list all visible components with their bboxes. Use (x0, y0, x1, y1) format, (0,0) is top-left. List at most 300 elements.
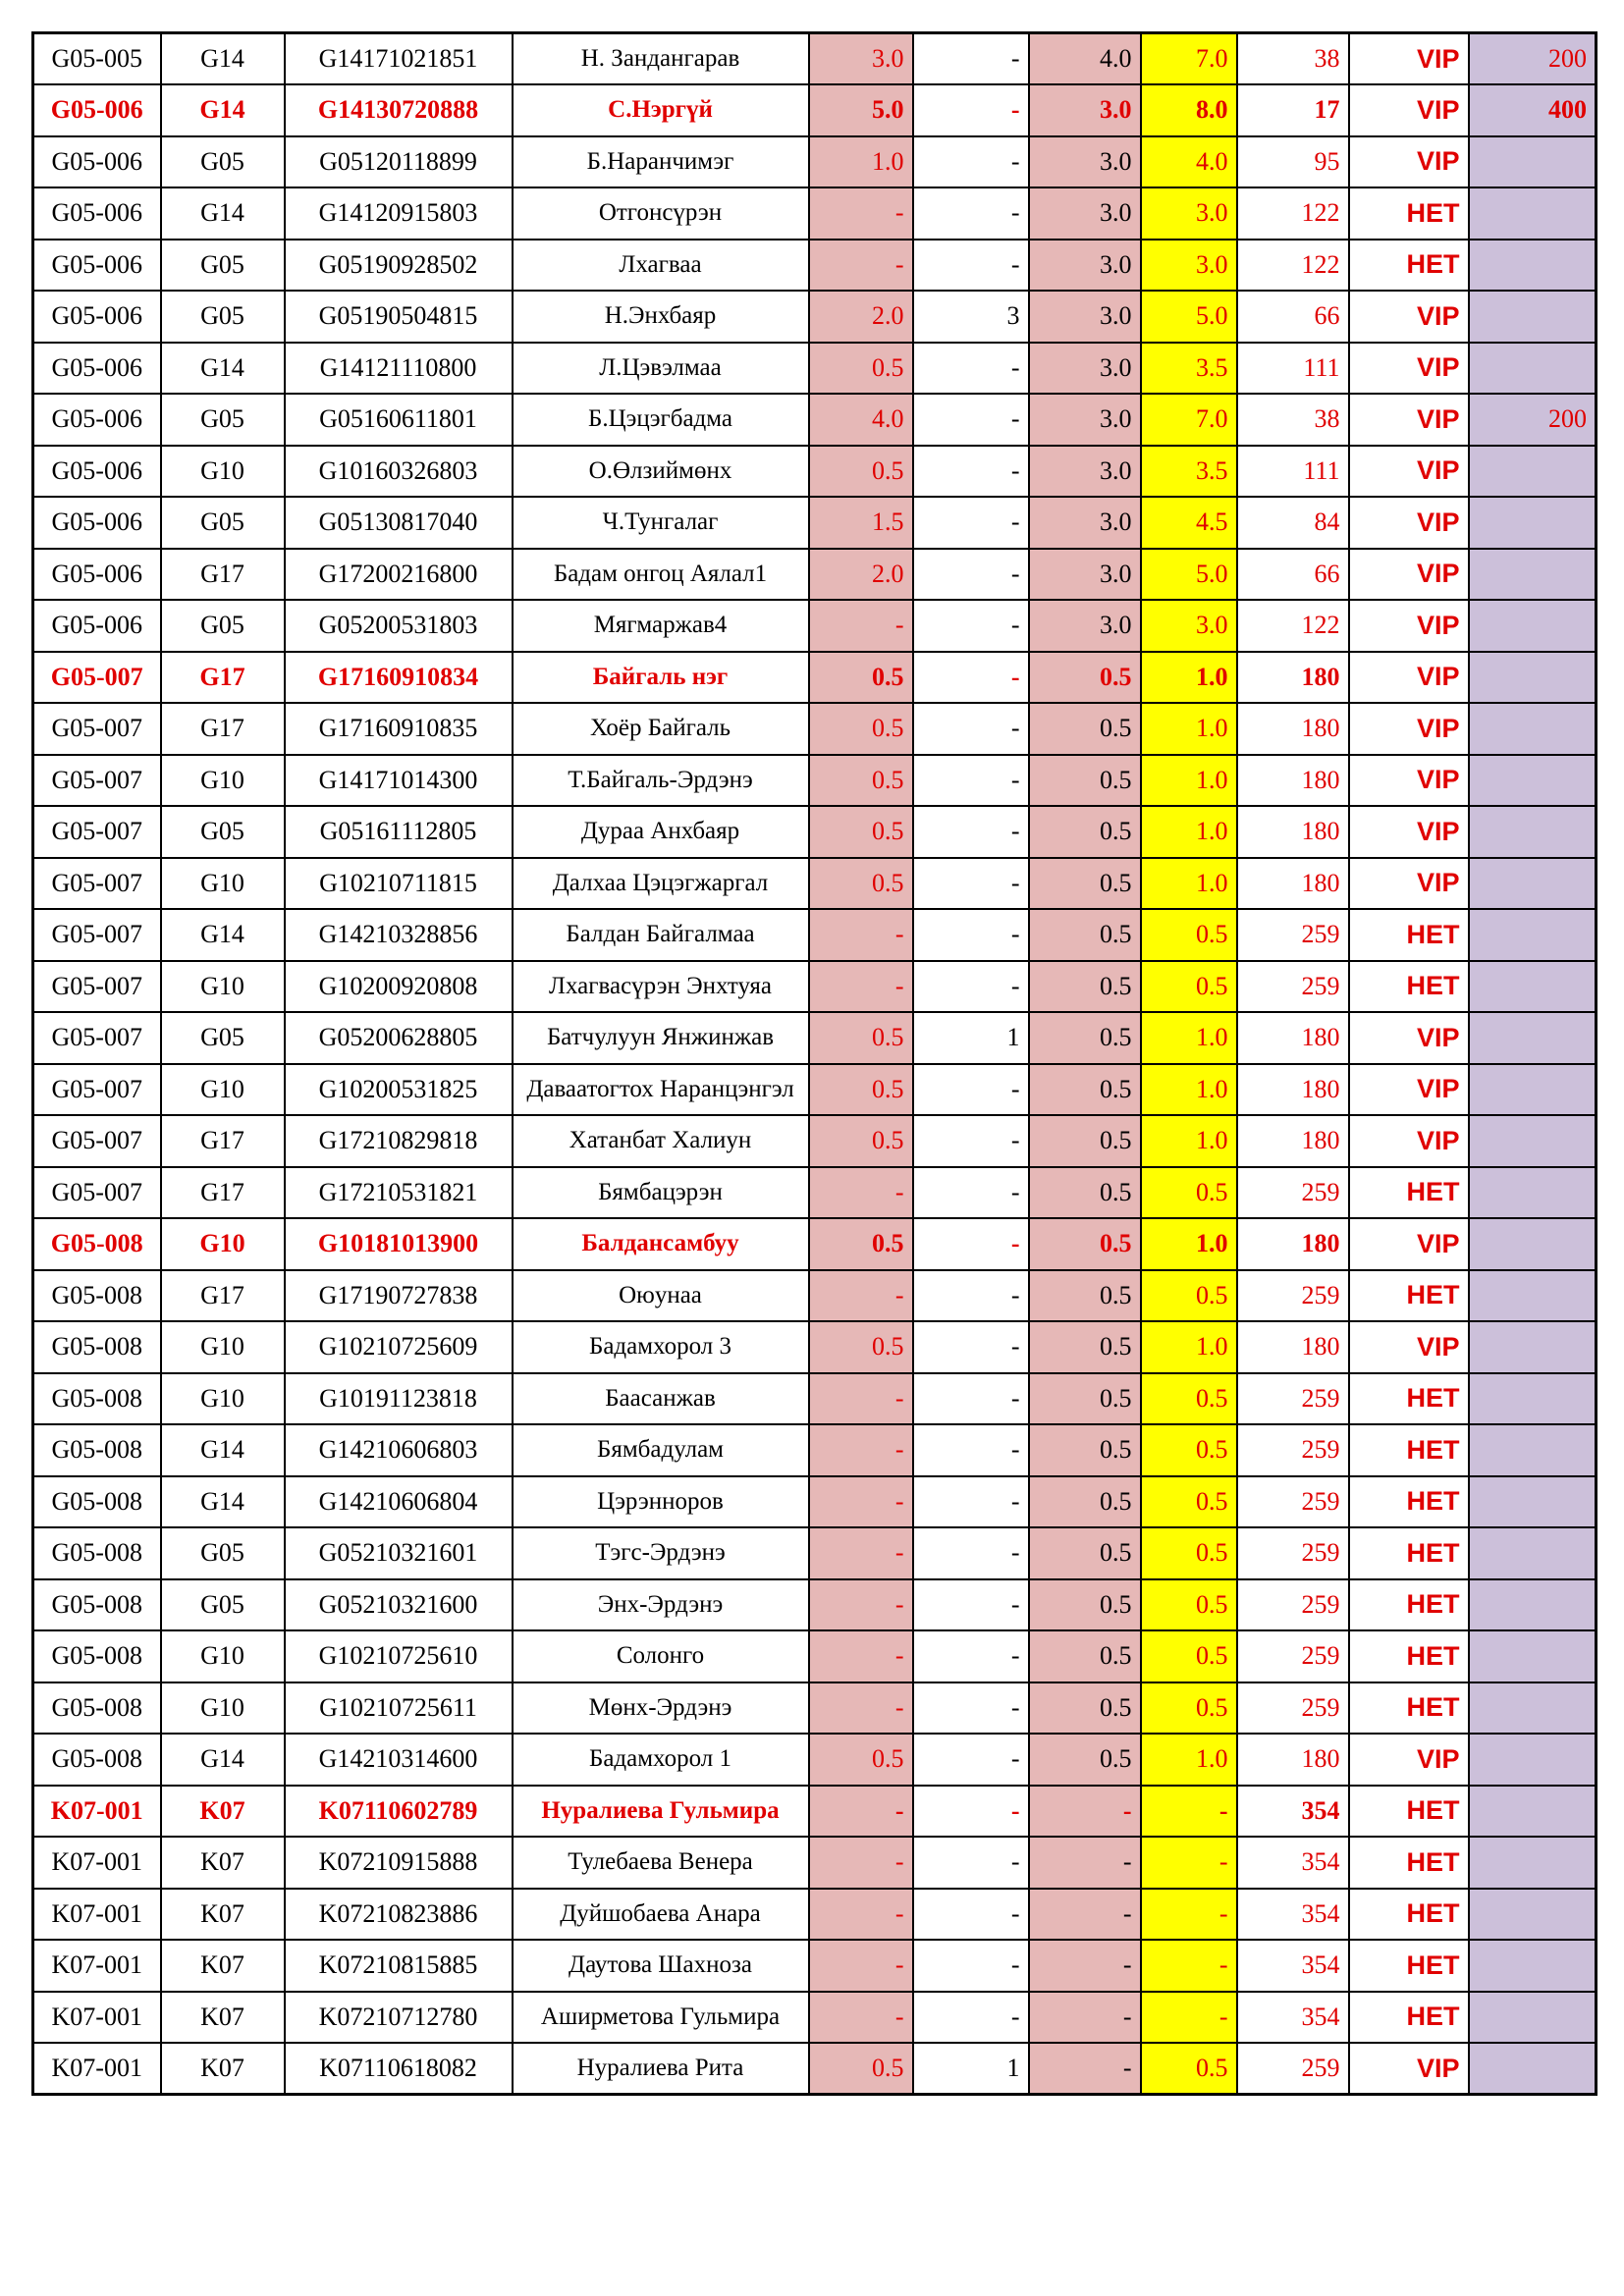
cell-value-1: - (809, 1167, 913, 1219)
cell-id: G14210328856 (285, 909, 513, 961)
cell-total: 0.5 (1141, 1630, 1237, 1682)
cell-status: НЕТ (1349, 1373, 1469, 1425)
cell-status: НЕТ (1349, 1579, 1469, 1631)
cell-bonus (1469, 1682, 1597, 1735)
cell-rank: 259 (1237, 909, 1349, 961)
cell-code: G05-008 (33, 1218, 161, 1270)
data-table (31, 31, 1597, 2096)
cell-name: Бадам онгоц Аялал1 (513, 549, 809, 601)
cell-value-1: - (809, 1786, 913, 1838)
cell-status: VIP (1349, 343, 1469, 395)
cell-total: - (1141, 1889, 1237, 1941)
cell-status: НЕТ (1349, 240, 1469, 292)
cell-value-1: 4.0 (809, 394, 913, 446)
cell-value-2: 1 (913, 1012, 1029, 1064)
cell-bonus (1469, 1992, 1597, 2044)
cell-status: НЕТ (1349, 1940, 1469, 1992)
cell-bonus: 200 (1469, 394, 1597, 446)
cell-total: 0.5 (1141, 1424, 1237, 1476)
table-row (33, 1115, 1597, 1167)
cell-bonus (1469, 1734, 1597, 1786)
cell-total: 1.0 (1141, 755, 1237, 807)
cell-rank: 180 (1237, 806, 1349, 858)
cell-code: G05-006 (33, 187, 161, 240)
cell-bonus (1469, 136, 1597, 188)
cell-rank: 95 (1237, 136, 1349, 188)
cell-value-2: - (913, 136, 1029, 188)
table-body (33, 33, 1597, 2095)
cell-value-2: - (913, 1579, 1029, 1631)
cell-value-2: - (913, 909, 1029, 961)
cell-id: K07110618082 (285, 2043, 513, 2095)
cell-value-3: 0.5 (1029, 1579, 1141, 1631)
cell-total: 0.5 (1141, 2043, 1237, 2095)
cell-total: 1.0 (1141, 1734, 1237, 1786)
cell-name: Батчулуун Янжинжав (513, 1012, 809, 1064)
cell-code: G05-007 (33, 1115, 161, 1167)
cell-name: Т.Байгаль-Эрдэнэ (513, 755, 809, 807)
cell-bonus (1469, 703, 1597, 755)
cell-value-1: - (809, 1373, 913, 1425)
cell-id: G05210321601 (285, 1527, 513, 1579)
cell-group: G14 (161, 187, 285, 240)
table-row (33, 1527, 1597, 1579)
cell-name: Б.Наранчимэг (513, 136, 809, 188)
cell-value-2: - (913, 394, 1029, 446)
cell-id: G14210606804 (285, 1476, 513, 1528)
table-row (33, 1012, 1597, 1064)
cell-rank: 180 (1237, 1218, 1349, 1270)
cell-group: G05 (161, 806, 285, 858)
cell-id: K07110602789 (285, 1786, 513, 1838)
cell-name: Отгонсүрэн (513, 187, 809, 240)
cell-name: Н. Зандангарав (513, 33, 809, 85)
cell-bonus (1469, 909, 1597, 961)
cell-value-1: 1.0 (809, 136, 913, 188)
cell-name: Дураа Анхбаяр (513, 806, 809, 858)
cell-group: G14 (161, 343, 285, 395)
cell-id: G10210725610 (285, 1630, 513, 1682)
table-row (33, 1889, 1597, 1941)
cell-total: 3.0 (1141, 187, 1237, 240)
cell-value-1: 0.5 (809, 858, 913, 910)
cell-status: НЕТ (1349, 1167, 1469, 1219)
cell-total: 3.0 (1141, 240, 1237, 292)
cell-id: G05200628805 (285, 1012, 513, 1064)
cell-status: НЕТ (1349, 909, 1469, 961)
cell-group: G14 (161, 1424, 285, 1476)
cell-name: О.Өлзиймөнх (513, 446, 809, 498)
table-row (33, 858, 1597, 910)
cell-code: G05-007 (33, 1064, 161, 1116)
cell-bonus (1469, 1579, 1597, 1631)
table-row (33, 703, 1597, 755)
cell-total: - (1141, 1992, 1237, 2044)
cell-value-1: 0.5 (809, 2043, 913, 2095)
cell-rank: 259 (1237, 1424, 1349, 1476)
cell-value-1: 0.5 (809, 1012, 913, 1064)
cell-total: - (1141, 1786, 1237, 1838)
cell-name: Н.Энхбаяр (513, 291, 809, 343)
cell-rank: 66 (1237, 549, 1349, 601)
cell-rank: 354 (1237, 1992, 1349, 2044)
cell-value-3: 0.5 (1029, 806, 1141, 858)
cell-total: 4.0 (1141, 136, 1237, 188)
cell-total: 0.5 (1141, 1682, 1237, 1735)
cell-value-3: 0.5 (1029, 1476, 1141, 1528)
cell-rank: 259 (1237, 1682, 1349, 1735)
cell-value-3: 0.5 (1029, 909, 1141, 961)
cell-value-1: - (809, 240, 913, 292)
cell-name: Энх-Эрдэнэ (513, 1579, 809, 1631)
cell-value-1: 0.5 (809, 1115, 913, 1167)
cell-name: Хатанбат Халиун (513, 1115, 809, 1167)
table-row (33, 806, 1597, 858)
cell-id: G05190928502 (285, 240, 513, 292)
cell-status: VIP (1349, 703, 1469, 755)
cell-code: G05-008 (33, 1734, 161, 1786)
cell-group: G14 (161, 1734, 285, 1786)
cell-value-1: 5.0 (809, 84, 913, 136)
cell-value-2: - (913, 858, 1029, 910)
cell-value-3: 3.0 (1029, 240, 1141, 292)
cell-id: G14210606803 (285, 1424, 513, 1476)
table-row (33, 84, 1597, 136)
cell-status: НЕТ (1349, 1630, 1469, 1682)
cell-id: G10200920808 (285, 961, 513, 1013)
cell-rank: 259 (1237, 961, 1349, 1013)
cell-rank: 111 (1237, 343, 1349, 395)
cell-value-2: 1 (913, 2043, 1029, 2095)
cell-status: VIP (1349, 1218, 1469, 1270)
cell-group: G10 (161, 961, 285, 1013)
cell-total: 3.5 (1141, 343, 1237, 395)
table-row (33, 1270, 1597, 1322)
cell-group: G05 (161, 394, 285, 446)
cell-value-1: - (809, 1992, 913, 2044)
table-row (33, 1837, 1597, 1889)
cell-value-1: - (809, 1889, 913, 1941)
cell-name: Аширметова Гульмира (513, 1992, 809, 2044)
cell-status: VIP (1349, 600, 1469, 652)
cell-value-2: - (913, 1115, 1029, 1167)
cell-name: Балдансамбуу (513, 1218, 809, 1270)
cell-value-3: 3.0 (1029, 343, 1141, 395)
cell-id: G05120118899 (285, 136, 513, 188)
cell-bonus (1469, 1527, 1597, 1579)
cell-rank: 354 (1237, 1940, 1349, 1992)
table-row (33, 1734, 1597, 1786)
cell-group: G05 (161, 240, 285, 292)
cell-group: G14 (161, 1476, 285, 1528)
cell-id: K07210915888 (285, 1837, 513, 1889)
cell-name: Солонго (513, 1630, 809, 1682)
cell-value-1: - (809, 961, 913, 1013)
cell-value-3: 0.5 (1029, 703, 1141, 755)
cell-total: - (1141, 1837, 1237, 1889)
cell-name: Л.Цэвэлмаа (513, 343, 809, 395)
cell-value-2: - (913, 84, 1029, 136)
cell-id: G14210314600 (285, 1734, 513, 1786)
cell-value-3: 0.5 (1029, 1115, 1141, 1167)
cell-bonus (1469, 755, 1597, 807)
cell-name: Б.Цэцэгбадма (513, 394, 809, 446)
cell-value-2: - (913, 1218, 1029, 1270)
cell-name: Оюунаа (513, 1270, 809, 1322)
table-row (33, 1630, 1597, 1682)
cell-group: G05 (161, 1527, 285, 1579)
cell-group: G05 (161, 1012, 285, 1064)
cell-value-3: - (1029, 2043, 1141, 2095)
cell-status: НЕТ (1349, 1837, 1469, 1889)
cell-value-1: - (809, 1837, 913, 1889)
cell-bonus (1469, 961, 1597, 1013)
cell-status: НЕТ (1349, 1889, 1469, 1941)
cell-value-2: 3 (913, 291, 1029, 343)
table-row (33, 240, 1597, 292)
cell-code: G05-008 (33, 1424, 161, 1476)
cell-bonus (1469, 2043, 1597, 2095)
table-row (33, 1424, 1597, 1476)
cell-value-1: 0.5 (809, 1218, 913, 1270)
cell-group: G14 (161, 84, 285, 136)
cell-id: G17200216800 (285, 549, 513, 601)
cell-value-2: - (913, 1786, 1029, 1838)
cell-id: K07210712780 (285, 1992, 513, 2044)
cell-code: G05-007 (33, 1012, 161, 1064)
cell-group: G14 (161, 33, 285, 85)
cell-rank: 259 (1237, 1167, 1349, 1219)
cell-code: G05-006 (33, 136, 161, 188)
cell-value-3: 0.5 (1029, 1321, 1141, 1373)
cell-total: 1.0 (1141, 1115, 1237, 1167)
cell-status: VIP (1349, 652, 1469, 704)
cell-rank: 180 (1237, 703, 1349, 755)
cell-total: 1.0 (1141, 1218, 1237, 1270)
cell-group: G17 (161, 549, 285, 601)
cell-value-2: - (913, 1321, 1029, 1373)
table-row (33, 549, 1597, 601)
cell-name: С.Нэргүй (513, 84, 809, 136)
cell-id: G17210829818 (285, 1115, 513, 1167)
cell-group: G05 (161, 136, 285, 188)
cell-rank: 354 (1237, 1786, 1349, 1838)
cell-code: G05-007 (33, 652, 161, 704)
cell-id: G17160910835 (285, 703, 513, 755)
cell-group: K07 (161, 1837, 285, 1889)
cell-id: G05130817040 (285, 497, 513, 549)
cell-code: K07-001 (33, 1889, 161, 1941)
cell-bonus (1469, 600, 1597, 652)
cell-total: 1.0 (1141, 806, 1237, 858)
cell-name: Баасанжав (513, 1373, 809, 1425)
cell-code: G05-006 (33, 84, 161, 136)
cell-rank: 17 (1237, 84, 1349, 136)
cell-value-1: - (809, 1424, 913, 1476)
cell-value-2: - (913, 1889, 1029, 1941)
cell-group: G10 (161, 755, 285, 807)
cell-value-3: 0.5 (1029, 1424, 1141, 1476)
table-row (33, 600, 1597, 652)
cell-bonus (1469, 1012, 1597, 1064)
cell-id: G17160910834 (285, 652, 513, 704)
cell-value-3: - (1029, 1837, 1141, 1889)
cell-rank: 259 (1237, 1373, 1349, 1425)
cell-total: 1.0 (1141, 1012, 1237, 1064)
cell-status: VIP (1349, 33, 1469, 85)
cell-code: G05-008 (33, 1270, 161, 1322)
cell-value-3: - (1029, 1889, 1141, 1941)
cell-id: G10210725609 (285, 1321, 513, 1373)
cell-name: Цэрэнноров (513, 1476, 809, 1528)
cell-status: VIP (1349, 84, 1469, 136)
table-row (33, 446, 1597, 498)
cell-value-1: 0.5 (809, 806, 913, 858)
cell-value-3: 0.5 (1029, 1373, 1141, 1425)
cell-total: 0.5 (1141, 909, 1237, 961)
cell-value-1: - (809, 1476, 913, 1528)
table-row (33, 909, 1597, 961)
cell-bonus (1469, 1630, 1597, 1682)
cell-value-3: - (1029, 1992, 1141, 2044)
cell-bonus (1469, 1837, 1597, 1889)
cell-rank: 180 (1237, 1734, 1349, 1786)
cell-bonus (1469, 858, 1597, 910)
cell-name: Нуралиева Рита (513, 2043, 809, 2095)
cell-value-3: 0.5 (1029, 1167, 1141, 1219)
cell-name: Даутова Шахноза (513, 1940, 809, 1992)
cell-group: G10 (161, 446, 285, 498)
cell-name: Бадамхорол 1 (513, 1734, 809, 1786)
cell-group: G05 (161, 497, 285, 549)
cell-id: G14120915803 (285, 187, 513, 240)
cell-rank: 66 (1237, 291, 1349, 343)
cell-status: VIP (1349, 755, 1469, 807)
cell-value-2: - (913, 1064, 1029, 1116)
cell-bonus (1469, 343, 1597, 395)
table-row (33, 1579, 1597, 1631)
cell-code: K07-001 (33, 1940, 161, 1992)
cell-id: G05200531803 (285, 600, 513, 652)
cell-total: 0.5 (1141, 1270, 1237, 1322)
cell-code: G05-006 (33, 600, 161, 652)
cell-bonus (1469, 1115, 1597, 1167)
table-row (33, 1786, 1597, 1838)
cell-name: Лхагвасүрэн Энхтуяа (513, 961, 809, 1013)
cell-code: G05-007 (33, 755, 161, 807)
cell-value-1: - (809, 909, 913, 961)
cell-total: 4.5 (1141, 497, 1237, 549)
cell-value-1: - (809, 1682, 913, 1735)
cell-value-2: - (913, 33, 1029, 85)
cell-bonus (1469, 1373, 1597, 1425)
cell-code: G05-007 (33, 1167, 161, 1219)
cell-total: 3.0 (1141, 600, 1237, 652)
cell-id: G10191123818 (285, 1373, 513, 1425)
cell-group: G10 (161, 858, 285, 910)
cell-status: VIP (1349, 1321, 1469, 1373)
cell-group: G10 (161, 1630, 285, 1682)
cell-bonus: 400 (1469, 84, 1597, 136)
cell-value-1: 0.5 (809, 343, 913, 395)
cell-name: Даваатогтох Наранцэнгэл (513, 1064, 809, 1116)
cell-value-3: 0.5 (1029, 1218, 1141, 1270)
cell-status: VIP (1349, 858, 1469, 910)
cell-name: Далхаа Цэцэгжаргал (513, 858, 809, 910)
table-row (33, 1682, 1597, 1735)
table-row (33, 497, 1597, 549)
cell-rank: 38 (1237, 394, 1349, 446)
cell-name: Мягмаржав4 (513, 600, 809, 652)
cell-value-1: - (809, 1579, 913, 1631)
cell-group: G17 (161, 652, 285, 704)
cell-name: Нуралиева Гульмира (513, 1786, 809, 1838)
cell-value-1: 2.0 (809, 291, 913, 343)
cell-total: 3.5 (1141, 446, 1237, 498)
cell-status: VIP (1349, 1734, 1469, 1786)
cell-id: G10200531825 (285, 1064, 513, 1116)
cell-rank: 84 (1237, 497, 1349, 549)
cell-total: 0.5 (1141, 961, 1237, 1013)
cell-group: G17 (161, 1167, 285, 1219)
cell-value-2: - (913, 187, 1029, 240)
cell-status: НЕТ (1349, 1992, 1469, 2044)
cell-name: Бадамхорол 3 (513, 1321, 809, 1373)
cell-name: Лхагваа (513, 240, 809, 292)
cell-value-2: - (913, 446, 1029, 498)
cell-group: G10 (161, 1064, 285, 1116)
cell-id: K07210815885 (285, 1940, 513, 1992)
cell-code: G05-006 (33, 291, 161, 343)
cell-rank: 122 (1237, 600, 1349, 652)
table-row (33, 394, 1597, 446)
cell-name: Байгаль нэг (513, 652, 809, 704)
cell-name: Бямбацэрэн (513, 1167, 809, 1219)
cell-value-1: 0.5 (809, 1321, 913, 1373)
cell-value-2: - (913, 1270, 1029, 1322)
cell-value-2: - (913, 1630, 1029, 1682)
cell-value-2: - (913, 343, 1029, 395)
cell-group: G10 (161, 1682, 285, 1735)
table-row (33, 652, 1597, 704)
table-row (33, 343, 1597, 395)
cell-id: G05160611801 (285, 394, 513, 446)
cell-rank: 122 (1237, 240, 1349, 292)
cell-status: VIP (1349, 394, 1469, 446)
cell-code: G05-008 (33, 1579, 161, 1631)
cell-status: НЕТ (1349, 187, 1469, 240)
cell-rank: 180 (1237, 1115, 1349, 1167)
cell-total: 0.5 (1141, 1373, 1237, 1425)
cell-bonus (1469, 291, 1597, 343)
cell-status: НЕТ (1349, 961, 1469, 1013)
cell-value-2: - (913, 1940, 1029, 1992)
table-row (33, 755, 1597, 807)
cell-value-3: 0.5 (1029, 1270, 1141, 1322)
cell-bonus (1469, 1424, 1597, 1476)
cell-rank: 180 (1237, 1012, 1349, 1064)
cell-value-3: 0.5 (1029, 1682, 1141, 1735)
cell-code: G05-007 (33, 909, 161, 961)
cell-bonus (1469, 1889, 1597, 1941)
cell-status: НЕТ (1349, 1527, 1469, 1579)
cell-status: VIP (1349, 291, 1469, 343)
cell-value-3: 3.0 (1029, 394, 1141, 446)
cell-code: K07-001 (33, 1992, 161, 2044)
cell-code: G05-007 (33, 703, 161, 755)
cell-id: G17190727838 (285, 1270, 513, 1322)
cell-value-3: 0.5 (1029, 652, 1141, 704)
